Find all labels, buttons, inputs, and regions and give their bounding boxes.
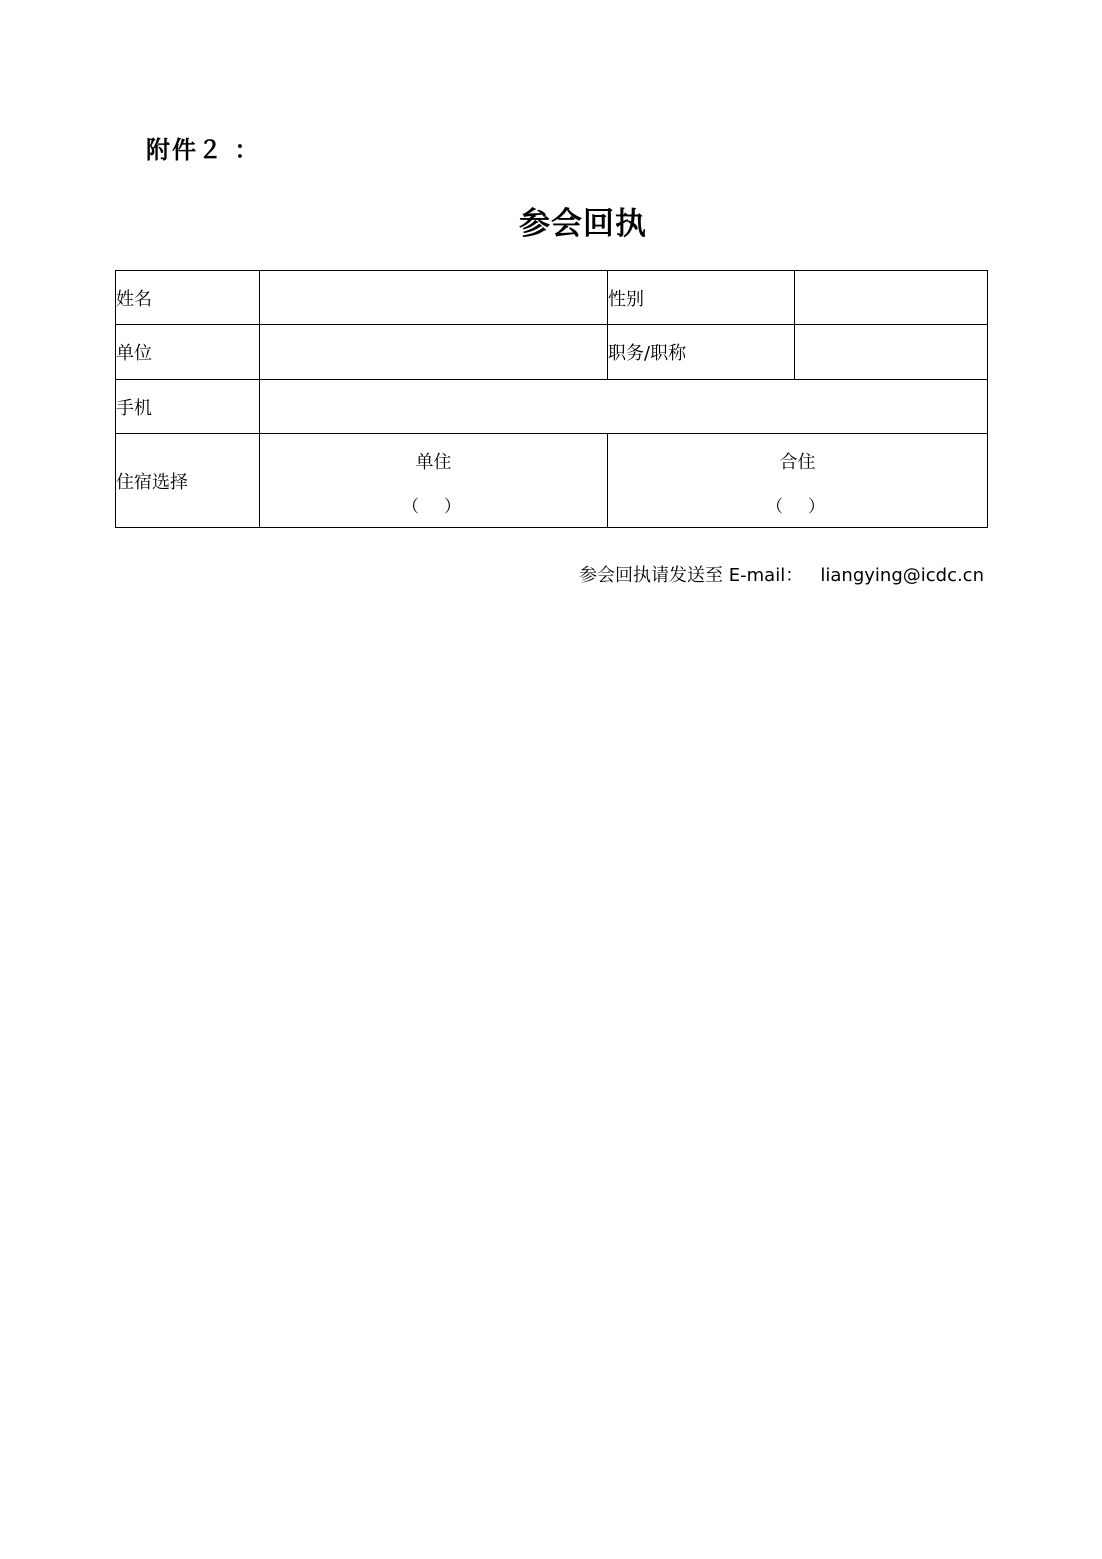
accommodation-label: 住宿选择 (116, 434, 260, 528)
form-row-name (116, 271, 988, 325)
submission-note (579, 561, 984, 587)
document-title: 参会回执 (519, 206, 647, 242)
gender-label: 性别 (608, 271, 795, 325)
position-input-cell[interactable] (795, 325, 988, 380)
unit-input-cell[interactable] (260, 325, 608, 380)
gender-input-cell[interactable] (795, 271, 988, 325)
shared-room-label: 合住 (779, 452, 816, 473)
contact-email[interactable]: liangying@icdc.cn (820, 565, 984, 586)
single-room-label: 单住 (415, 452, 452, 473)
attachment-label: 附件２ ： (146, 136, 261, 164)
name-label: 姓名 (116, 271, 260, 325)
shared-room-option[interactable] (608, 434, 988, 528)
position-label: 职务/职称 (608, 325, 795, 380)
shared-room-checkbox[interactable]: （ ） (766, 497, 829, 517)
single-room-checkbox[interactable]: （ ） (402, 497, 465, 517)
submission-instruction: 参会回执请发送至 E-mail： (579, 565, 804, 586)
unit-label: 单位 (116, 325, 260, 380)
single-room-option[interactable] (260, 434, 608, 528)
phone-input-cell[interactable] (260, 380, 988, 434)
registration-form-table (115, 270, 988, 528)
form-row-phone (116, 380, 988, 434)
phone-label: 手机 (116, 380, 260, 434)
name-input-cell[interactable] (260, 271, 608, 325)
form-row-unit (116, 325, 988, 380)
form-row-accommodation (116, 434, 988, 528)
